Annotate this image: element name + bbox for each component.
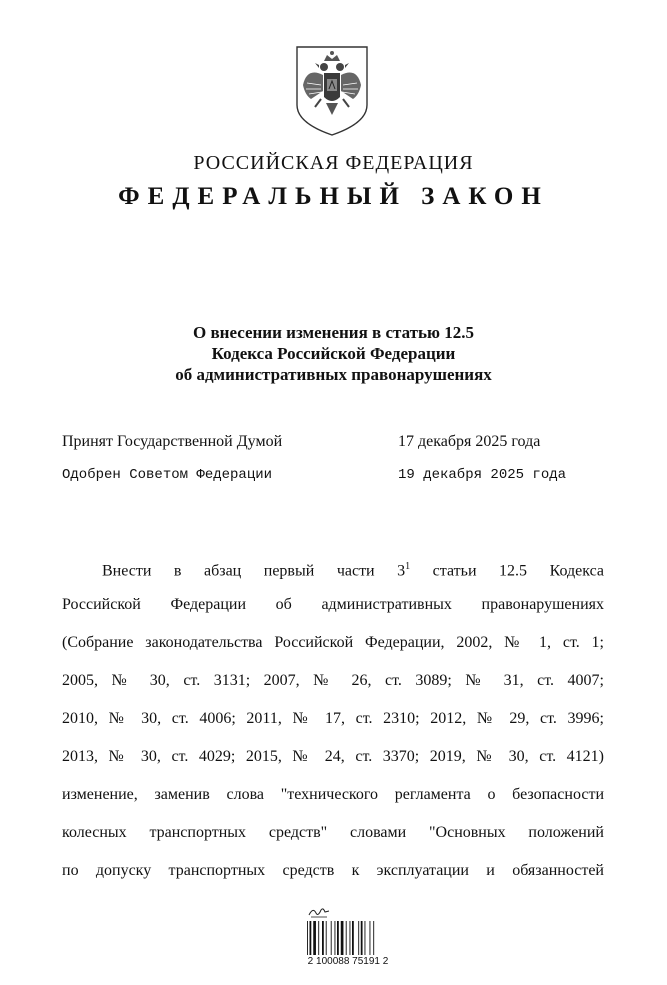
barcode-bar (318, 921, 319, 955)
document-barcode (296, 905, 400, 977)
body-line: Внести в абзац первый части $3^1$ статьи 12.5 Кодекса (102, 561, 604, 580)
body-line: по допуску транспортных средств к эксплуатации и обязанностей (62, 862, 604, 879)
body-line: (Собрание законодательства Российской Федерации, 2002, № 1, ст. 1; (62, 634, 604, 651)
body-line: Российской Федерации об административных правонарушениях (62, 596, 604, 613)
body-line: колесных транспортных средств" словами "Основных положений (62, 824, 604, 841)
law-title-line: О внесении изменения в статью 12.5 (193, 323, 474, 342)
barcode-bar (331, 921, 332, 955)
barcode-bar (322, 921, 324, 955)
barcode-bar (326, 921, 327, 955)
superscript: 1 (405, 561, 411, 572)
coat-of-arms-icon (293, 45, 371, 137)
body-line: 2013, № 30, ст. 4029; 2015, № 24, ст. 3370; 2019, № 30, ст. 4121) (62, 748, 604, 765)
approved-date: 19 декабря 2025 года (398, 467, 567, 483)
country-name: РОССИЙСКАЯ ФЕДЕРАЦИЯ (193, 152, 474, 174)
document-type: ФЕДЕРАЛЬНЫЙ ЗАКОН (118, 183, 549, 210)
barcode-bar (310, 921, 312, 955)
law-title-line: об административных правонарушениях (175, 365, 492, 384)
barcode-bar (341, 921, 344, 955)
barcode-number: 2 100088 75191 2 (307, 956, 389, 967)
barcode-bar (365, 921, 366, 955)
barcode-bar (307, 921, 308, 955)
law-title (0, 322, 667, 385)
adopted-by-label: Принят Государственной Думой (62, 433, 283, 450)
barcode-bar (335, 921, 336, 955)
barcode-bar (358, 921, 359, 955)
barcode-bar (373, 921, 374, 955)
barcode-bar (352, 921, 354, 955)
barcode-bar (337, 921, 339, 955)
body-line: 2005, № 30, ст. 3131; 2007, № 26, ст. 3089; № 31, ст. 4007; (62, 672, 604, 689)
body-line: 2010, № 30, ст. 4006; 2011, № 17, ст. 2310; 2012, № 29, ст. 3996; (62, 710, 604, 727)
barcode-bar (370, 921, 371, 955)
adopted-date: 17 декабря 2025 года (398, 433, 541, 450)
law-title-line: Кодекса Российской Федерации (211, 344, 456, 363)
law-body (62, 553, 604, 895)
barcode-bar (313, 921, 316, 955)
approved-by-label: Одобрен Советом Федерации (62, 467, 273, 483)
body-line: изменение, заменив слова "технического регламента о безопасности (62, 786, 604, 803)
signature-mark (308, 905, 330, 919)
barcode-bar (346, 921, 347, 955)
barcode (307, 921, 391, 955)
barcode-bar (350, 921, 351, 955)
barcode-bar (361, 921, 363, 955)
